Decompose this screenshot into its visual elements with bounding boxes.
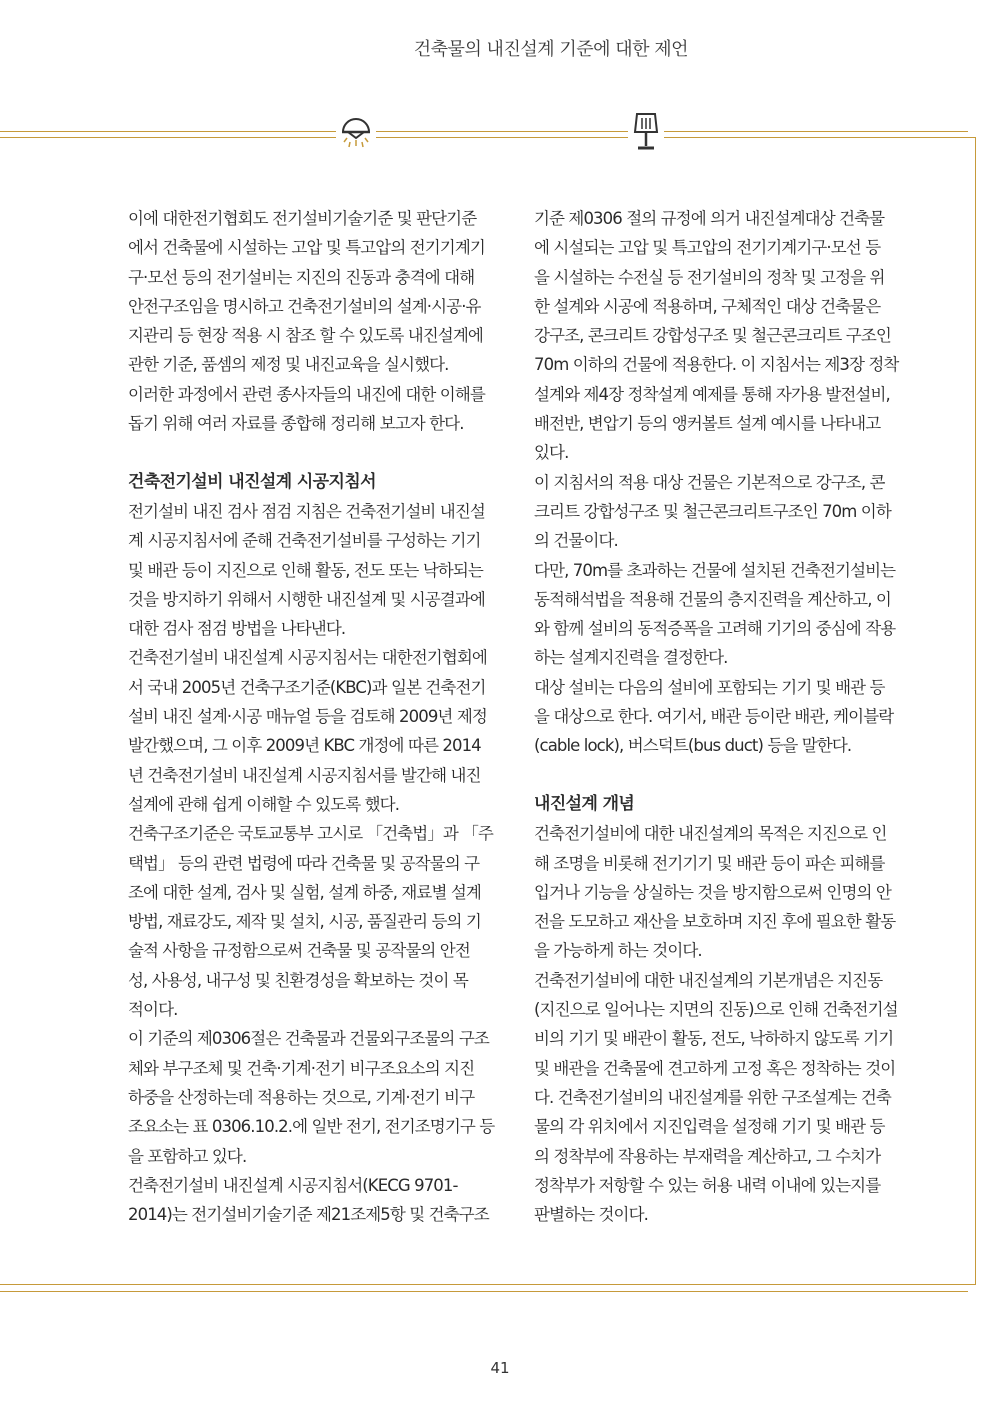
body-text-line: 의 건물이다. xyxy=(534,531,618,551)
body-text-line: 돕기 위해 여러 자료를 종합해 정리해 보고자 한다. xyxy=(128,414,464,434)
body-text-line: 배전반, 변압기 등의 앵커볼트 설계 예시를 나타내고 xyxy=(534,414,881,434)
body-text-line: 물의 각 위치에서 지진입력을 설정해 기기 및 배관 등 xyxy=(534,1117,885,1137)
body-text-line: 이 기준의 제0306절은 건축물과 건물외구조물의 구조 xyxy=(128,1029,489,1049)
body-text-line: 건축전기설비에 대한 내진설계의 목적은 지진으로 인 xyxy=(534,824,887,844)
body-text-line: 술적 사항을 규정함으로써 건축물 및 공작물의 안전 xyxy=(128,941,470,961)
bottom-rule-outer xyxy=(0,1291,968,1292)
bottom-rule-inner xyxy=(0,1284,976,1285)
body-text-line: 서 국내 2005년 건축구조기준(KBC)과 일본 건축전기 xyxy=(128,677,486,697)
body-text-line: 계 시공지침서에 준해 건축전기설비를 구성하는 기기 xyxy=(128,531,481,551)
body-text-line: 있다. xyxy=(534,443,569,463)
body-text-line: 설계와 제4장 정착설계 예제를 통해 자가용 발전설비, xyxy=(534,384,890,404)
body-text-line: 구·모선 등의 전기설비는 지진의 진동과 충격에 대해 xyxy=(128,267,475,287)
body-text-line: 건축전기설비 내진설계 시공지침서는 대한전기협회에 xyxy=(128,648,487,668)
body-text-line: 입거나 기능을 상실하는 것을 방지함으로써 인명의 안 xyxy=(534,882,891,902)
body-text-line: 설계에 관해 쉽게 이해할 수 있도록 했다. xyxy=(128,794,400,814)
body-text-line: 건축전기설비에 대한 내진설계의 기본개념은 지진동 xyxy=(534,970,883,990)
body-text-line: 대한 검사 점검 방법을 나타낸다. xyxy=(128,619,346,639)
right-frame-line xyxy=(975,137,976,1284)
body-text-line: 2014)는 전기설비기술기준 제21조제5항 및 건축구조 xyxy=(128,1205,489,1225)
body-text-line: 70m 이하의 건물에 적용한다. 이 지침서는 제3장 정착 xyxy=(534,355,899,375)
body-text-line: 성, 사용성, 내구성 및 친환경성을 확보하는 것이 목 xyxy=(128,970,468,990)
body-text-line: 을 대상으로 한다. 여기서, 배관 등이란 배관, 케이블락 xyxy=(534,707,894,727)
paragraph-gap xyxy=(128,438,494,467)
body-text-line: 에서 건축물에 시설하는 고압 및 특고압의 전기기계기 xyxy=(128,238,485,258)
right-text-column xyxy=(534,204,900,1229)
body-text-line: 건축전기설비 내진설계 시공지침서(KECG 9701- xyxy=(128,1175,458,1195)
body-text-line: 하는 설계지진력을 결정한다. xyxy=(534,648,728,668)
body-text-line: 이 지침서의 적용 대상 건물은 기본적으로 강구조, 콘 xyxy=(534,472,885,492)
section-heading: 내진설계 개념 xyxy=(534,793,635,814)
body-text-line: 안전구조임을 명시하고 건축전기설비의 설계·시공·유 xyxy=(128,296,481,316)
body-text-line: 방법, 재료강도, 제작 및 설치, 시공, 품질관리 등의 기 xyxy=(128,912,481,932)
running-header-title: 건축물의 내진설계 기준에 대한 제언 xyxy=(413,39,688,60)
body-text-line: 발간했으며, 그 이후 2009년 KBC 개정에 따른 2014 xyxy=(128,736,481,756)
body-text-line: (cable lock), 버스덕트(bus duct) 등을 말한다. xyxy=(534,736,852,756)
body-text-line: 조에 대한 설계, 검사 및 실험, 설계 하중, 재료별 설계 xyxy=(128,882,481,902)
body-text-line: 및 배관을 건축물에 견고하게 고정 혹은 정착하는 것이 xyxy=(534,1058,896,1078)
body-text-line: 정착부가 저항할 수 있는 허용 내력 이내에 있는지를 xyxy=(534,1175,881,1195)
body-text-line: 기준 제0306 절의 규정에 의거 내진설계대상 건축물 xyxy=(534,209,885,228)
body-text-line: 전기설비 내진 검사 점검 지침은 건축전기설비 내진설 xyxy=(128,501,485,521)
body-text-line: 을 포함하고 있다. xyxy=(128,1146,247,1166)
body-text-line: 와 함께 설비의 동적증폭을 고려해 기기의 중심에 작용 xyxy=(534,619,896,639)
body-text-line: 판별하는 것이다. xyxy=(534,1205,648,1225)
body-text-line: 전을 도모하고 재산을 보호하며 지진 후에 필요한 활동 xyxy=(534,912,896,932)
section-heading: 건축전기설비 내진설계 시공지침서 xyxy=(128,471,376,492)
body-text-line: 적이다. xyxy=(128,1000,178,1020)
body-text-line: 다만, 70m를 초과하는 건물에 설치된 건축전기설비는 xyxy=(534,560,896,580)
body-text-line: 해 조명을 비롯해 전기기기 및 배관 등이 파손 피해를 xyxy=(534,853,885,873)
top-rule-outer xyxy=(0,131,968,132)
body-text-line: 체와 부구조체 및 건축·기계·전기 비구조요소의 지진 xyxy=(128,1058,475,1078)
body-text-line: 건축구조기준은 국토교통부 고시로 「건축법」과 「주 xyxy=(128,824,493,844)
body-text-line: 다. 건축전기설비의 내진설계를 위한 구조설계는 건축 xyxy=(534,1087,891,1107)
lightbulb-icon xyxy=(336,112,376,156)
body-text-line: 대상 설비는 다음의 설비에 포함되는 기기 및 배관 등 xyxy=(534,677,885,697)
body-text-line: 설비 내진 설계·시공 매뉴얼 등을 검토해 2009년 제정 xyxy=(128,707,487,727)
body-text-line: 동적해석법을 적용해 건물의 층지진력을 계산하고, 이 xyxy=(534,589,891,609)
page-number: 41 xyxy=(490,1359,510,1377)
body-text-line: 이러한 과정에서 관련 종사자들의 내진에 대한 이해를 xyxy=(128,384,485,404)
body-text-line: 을 가능하게 하는 것이다. xyxy=(534,941,702,961)
body-text-line: 조요소는 표 0306.10.2.에 일반 전기, 전기조명기구 등 xyxy=(128,1117,495,1137)
body-text-line: 년 건축전기설비 내진설계 시공지침서를 발간해 내진 xyxy=(128,765,481,785)
body-text-line: (지진으로 일어나는 지면의 진동)으로 인해 건축전기설 xyxy=(534,1000,898,1020)
paragraph-gap xyxy=(534,761,900,790)
body-text-line: 비의 기기 및 배관이 활동, 전도, 낙하하지 않도록 기기 xyxy=(534,1029,894,1049)
body-text-line: 관한 기준, 품셈의 제정 및 내진교육을 실시했다. xyxy=(128,355,449,375)
body-text-line: 한 설계와 시공에 적용하며, 구체적인 대상 건축물은 xyxy=(534,296,881,316)
left-text-column xyxy=(128,204,494,1229)
body-text-line: 크리트 강합성구조 및 철근콘크리트구조인 70m 이하 xyxy=(534,501,891,521)
body-text-line: 에 시설되는 고압 및 특고압의 전기기계기구·모선 등 xyxy=(534,238,881,258)
lamp-icon xyxy=(628,110,664,156)
body-text-line: 택법」 등의 관련 법령에 따라 건축물 및 공작물의 구 xyxy=(128,853,480,873)
body-text-line: 것을 방지하기 위해서 시행한 내진설계 및 시공결과에 xyxy=(128,589,485,609)
body-text-line: 강구조, 콘크리트 강합성구조 및 철근콘크리트 구조인 xyxy=(534,326,891,346)
body-text-line: 이에 대한전기협회도 전기설비기술기준 및 판단기준 xyxy=(128,209,477,228)
body-text-line: 을 시설하는 수전실 등 전기설비의 정착 및 고정을 위 xyxy=(534,267,885,287)
body-text-line: 의 정착부에 작용하는 부재력을 계산하고, 그 수치가 xyxy=(534,1146,881,1166)
body-text-line: 지관리 등 현장 적용 시 참조 할 수 있도록 내진설계에 xyxy=(128,326,483,346)
body-text-line: 및 배관 등이 지진으로 인해 활동, 전도 또는 낙하되는 xyxy=(128,560,483,580)
body-text-line: 하중을 산정하는데 적용하는 것으로, 기계·전기 비구 xyxy=(128,1087,475,1107)
top-rule-inner xyxy=(0,137,976,138)
